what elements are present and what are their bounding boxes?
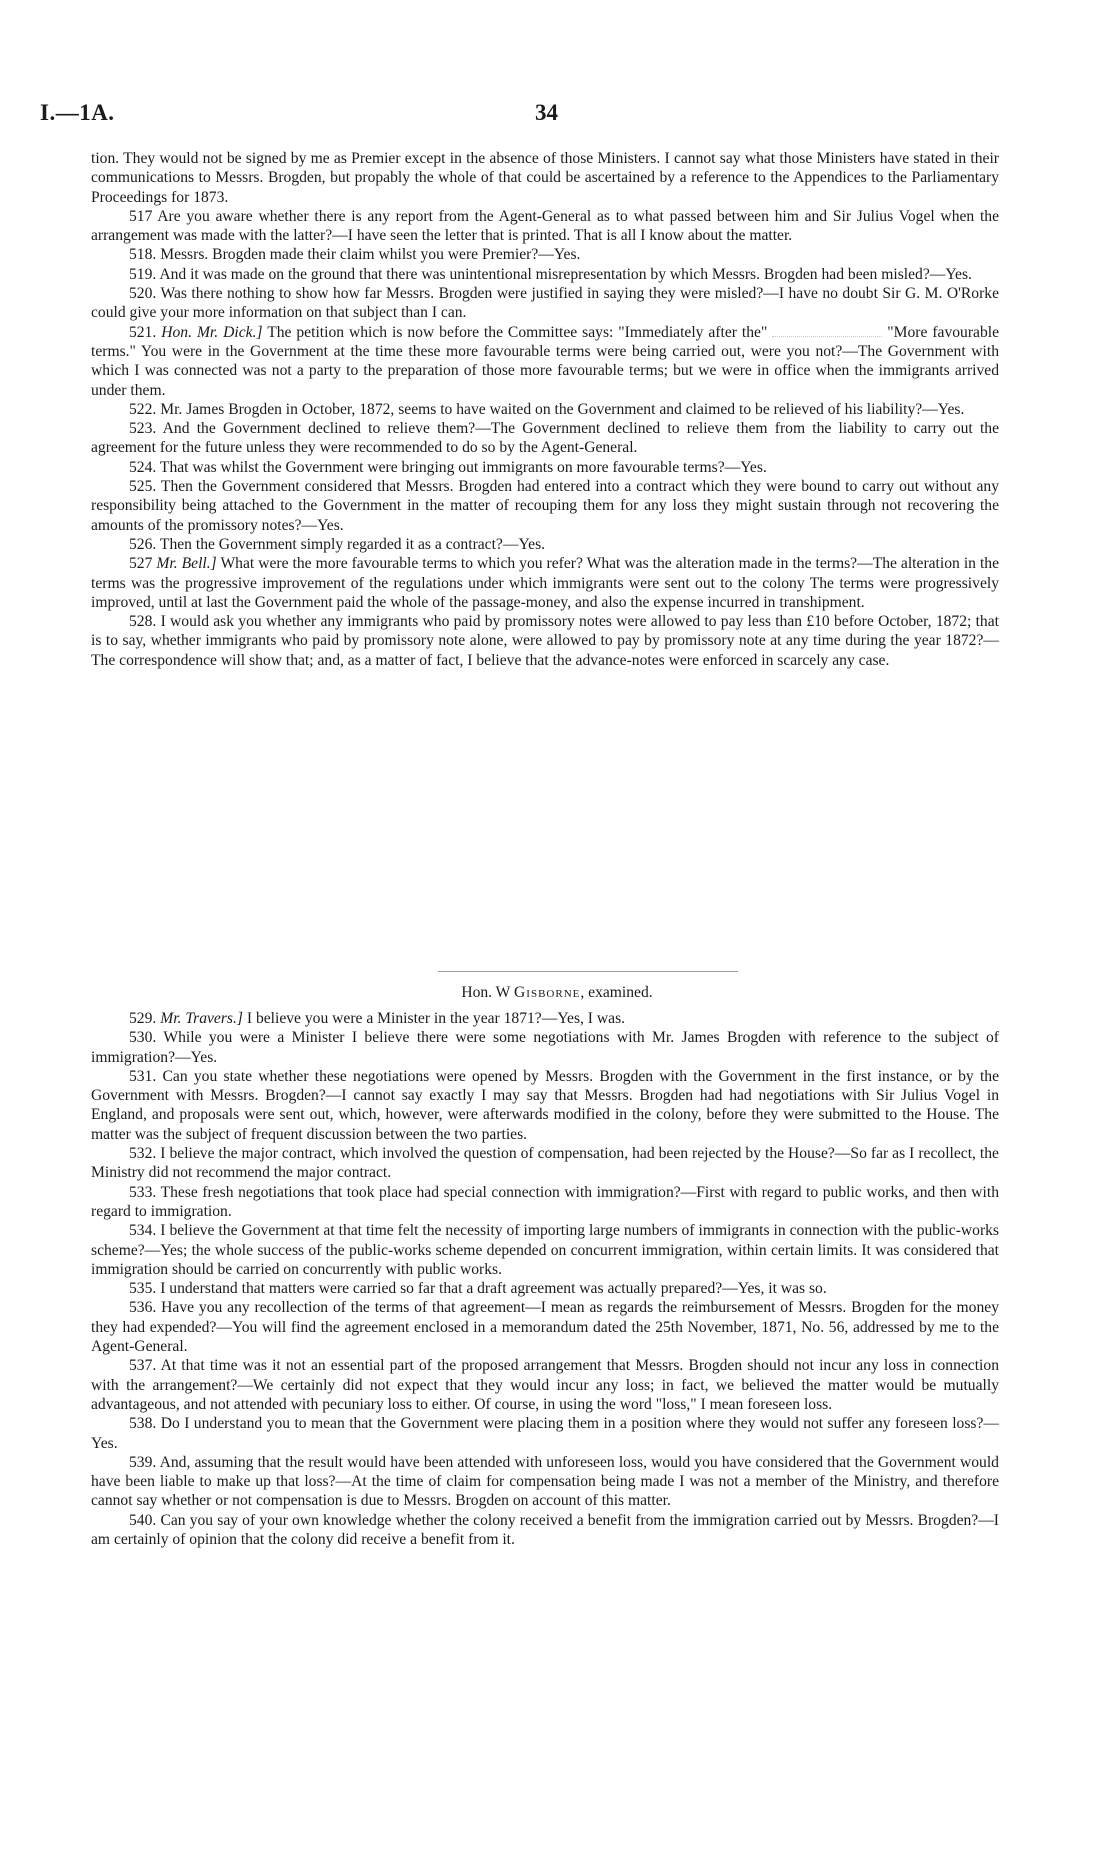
evidence-section-gisborne <box>91 1009 999 1549</box>
qa-text: I believe you were a Minister in the year 1871?—Yes, I was. <box>246 1010 626 1027</box>
examinee-name: Gisborne <box>514 984 581 1001</box>
qa-text: Then the Government considered that Messrs. Brogden had entered into a contract which they were bound to carry out without any responsibility being attached to the Government in the matter of recouping them for any loss they might sustain through not recovering the amounts of the promissory notes?—Yes. <box>91 478 999 534</box>
qa-text: At that time was it not an essential part of the proposed arrangement that Messrs. Brogden should not incur any loss in connection with the arrangement?—We certainly did not expect that they would incur any loss; in fact, we believed the matter would be mutually advantageous, and not attended with pecuniary loss to either. Of course, in using the word "loss," I mean foreseen loss. <box>91 1357 999 1413</box>
question-number: 522. <box>129 400 157 418</box>
question-answer <box>91 1298 999 1356</box>
qa-text: These fresh negotiations that took place had special connection with immigration?—First with regard to public works, and then with regard to immigration. <box>91 1183 999 1220</box>
question-answer <box>91 1009 999 1028</box>
examinee-prefix: Hon. W <box>461 984 511 1001</box>
question-answer <box>91 149 999 207</box>
question-number: 533. <box>129 1183 157 1201</box>
question-number: 536. <box>129 1299 157 1317</box>
question-number: 530. <box>129 1029 157 1047</box>
qa-text: Mr. James Brogden in October, 1872, seems to have waited on the Government and claimed to be relieved of his liability?—Yes. <box>160 400 965 418</box>
question-number: 525. <box>129 478 157 496</box>
question-number: 537. <box>129 1357 157 1375</box>
question-answer <box>91 1221 999 1279</box>
qa-text: While you were a Minister I believe there were some negotiations with Mr. James Brogden with reference to the subject of immigration?—Yes. <box>91 1029 1000 1066</box>
question-number: 529. <box>129 1010 157 1027</box>
qa-text: I would ask you whether any immigrants who paid by promissory notes were allowed to pay less than £10 before October, 1872; that is to say, whether immigrants who paid by promissory note alone, were allowed to pay by promissory note at any time during the year 1872?—The correspondence will show that; and, as a matter of fact, I believe that the advance-notes were enforced in scarcely any case. <box>91 613 999 669</box>
qa-text: And it was made on the ground that there was unintentional misrepresentation by which Messrs. Brogden had been misled?—Yes. <box>159 265 972 283</box>
question-answer <box>91 1144 999 1183</box>
question-number: 534. <box>129 1222 157 1240</box>
question-number: 524. <box>129 458 157 476</box>
qa-text: I understand that matters were carried so far that a draft agreement was actually prepared?—Yes, it was so. <box>160 1280 827 1298</box>
qa-text: Can you say of your own knowledge whether the colony received a benefit from the immigration carried out by Messrs. Brogden?—I am certainly of opinion that the colony did receive a benefit from it. <box>91 1511 999 1549</box>
omitted-text-gap <box>772 336 882 337</box>
section-divider <box>438 971 738 972</box>
examination-heading <box>0 983 1114 1002</box>
question-answer <box>91 1453 999 1511</box>
question-answer <box>91 554 999 612</box>
evidence-section-continued <box>91 149 999 670</box>
question-number: 531. <box>129 1067 157 1085</box>
qa-text: tion. They would not be signed by me as Premier except in the absence of those Ministers. I cannot say what those Ministers have stated in their communications to Messrs. Brogden, but propably the whole of that could be ascertained by a reference to the Appendices to the Parliamentary Proceedings for 1873. <box>91 150 999 206</box>
question-number: 523. <box>129 420 157 438</box>
question-answer <box>91 245 999 264</box>
question-answer <box>91 1511 999 1550</box>
qa-text: That was whilst the Government were bringing out immigrants on more favourable terms?—Yes. <box>159 458 767 476</box>
question-answer <box>91 419 999 458</box>
question-answer <box>91 458 999 477</box>
question-answer <box>91 1414 999 1453</box>
question-number: 540. <box>129 1511 157 1529</box>
page-number: 34 <box>535 100 558 125</box>
question-answer <box>91 1183 999 1222</box>
question-number: 520. <box>129 285 157 303</box>
qa-text: Are you aware whether there is any report from the Agent-General as to what passed between him and Sir Julius Vogel when the arrangement was made with the latter?—I have seen the letter that is printed. That is all I know about the matter. <box>91 207 999 245</box>
qa-text: Was there nothing to show how far Messrs. Brogden were justified in saying they were misled?—I have no doubt Sir G. M. O'Rorke could give your more information on that subject than I can. <box>91 285 999 322</box>
question-number: 526. <box>129 535 157 553</box>
question-answer <box>91 284 999 323</box>
question-answer <box>91 535 999 554</box>
speaker-name: Mr. Travers.] <box>160 1010 243 1027</box>
qa-text: What were the more favourable terms to which you refer? What was the alteration made in the terms?—The alteration in the terms was the progressive improvement of the regulations under which immigrants were sent out to the colony The terms were progressively improved, until at last the Government paid the whole of the passage-money, and also the expense incurred in transhipment. <box>91 555 999 611</box>
question-number: 517 <box>129 207 153 225</box>
question-number: 532. <box>129 1145 157 1163</box>
question-answer <box>91 265 999 284</box>
examination-suffix: , examined. <box>580 984 653 1001</box>
qa-text-continued: "More favourable terms." You were in the Government at the time these more favourable terms were being carried out, were you not?—The Government with which I was connected was not a party to the preparation of those more favourable terms; but we were in office when the immigrants arrived under them. <box>91 323 1000 399</box>
question-number: 518. <box>129 246 157 264</box>
qa-text: The petition which is now before the Committee says: "Immediately after the" <box>267 323 768 341</box>
question-answer <box>91 612 999 670</box>
question-answer <box>91 1356 999 1414</box>
question-answer <box>91 477 999 535</box>
question-answer <box>91 1028 999 1067</box>
qa-text: I believe the Government at that time felt the necessity of importing large numbers of immigrants in connection with the public-works scheme?—Yes; the whole success of the public-works scheme depended on concurrent immigration, within certain limits. It was considered that immigration should be carried on concurrently with public works. <box>91 1222 999 1278</box>
qa-text: I believe the major contract, which involved the question of compensation, had been rejected by the House?—So far as I recollect, the Ministry did not recommend the major contract. <box>91 1145 999 1182</box>
qa-text: And, assuming that the result would have been attended with unforeseen loss, would you have considered that the Government would have been liable to make up that loss?—At the time of claim for compensation being made I was not a member of the Ministry, and therefore cannot say whether or not compensation is due to Messrs. Brogden on account of this matter. <box>91 1453 999 1510</box>
question-answer <box>91 400 999 419</box>
speaker-name: Mr. Bell.] <box>156 555 217 573</box>
question-number: 519. <box>129 265 157 283</box>
qa-text: Then the Government simply regarded it as a contract?—Yes. <box>159 535 546 553</box>
qa-text: And the Government declined to relieve them?—The Government declined to relieve them from the liability to carry out the agreement for the future unless they were recommended to do so by the Agent-General. <box>91 420 1000 457</box>
qa-text: Can you state whether these negotiations were opened by Messrs. Brogden with the Government in the first instance, or by the Government with Messrs. Brogden?—I cannot say exactly I may say that Messrs. Brogden had had negotiations with Sir Julius Vogel in England, and proposals were sent out, which, however, were afterwards modified in the colony, before they were submitted to the House. The matter was the subject of frequent discussion between the two parties. <box>91 1067 999 1143</box>
question-number: 521. <box>129 323 157 341</box>
question-answer <box>91 1067 999 1144</box>
question-number: 528. <box>129 613 157 631</box>
qa-text: Have you any recollection of the terms of that agreement—I mean as regards the reimbursement of Messrs. Brogden for the money they had expended?—You will find the agreement enclosed in a memorandum dated the 25th November, 1871, No. 56, addressed by me to the Agent-General. <box>91 1299 999 1356</box>
qa-text: Do I understand you to mean that the Government were placing them in a position where they would not suffer any foreseen loss?—Yes. <box>91 1415 999 1452</box>
question-number: 538. <box>129 1415 157 1433</box>
qa-text: Messrs. Brogden made their claim whilst you were Premier?—Yes. <box>160 246 581 264</box>
question-answer <box>91 207 999 246</box>
question-number: 539. <box>129 1453 157 1471</box>
question-number: 527 <box>129 555 153 573</box>
question-answer <box>91 323 999 400</box>
document-reference: I.—1A. <box>40 100 115 125</box>
question-answer <box>91 1279 999 1298</box>
question-number: 535. <box>129 1280 157 1298</box>
speaker-name: Hon. Mr. Dick.] <box>161 323 263 341</box>
